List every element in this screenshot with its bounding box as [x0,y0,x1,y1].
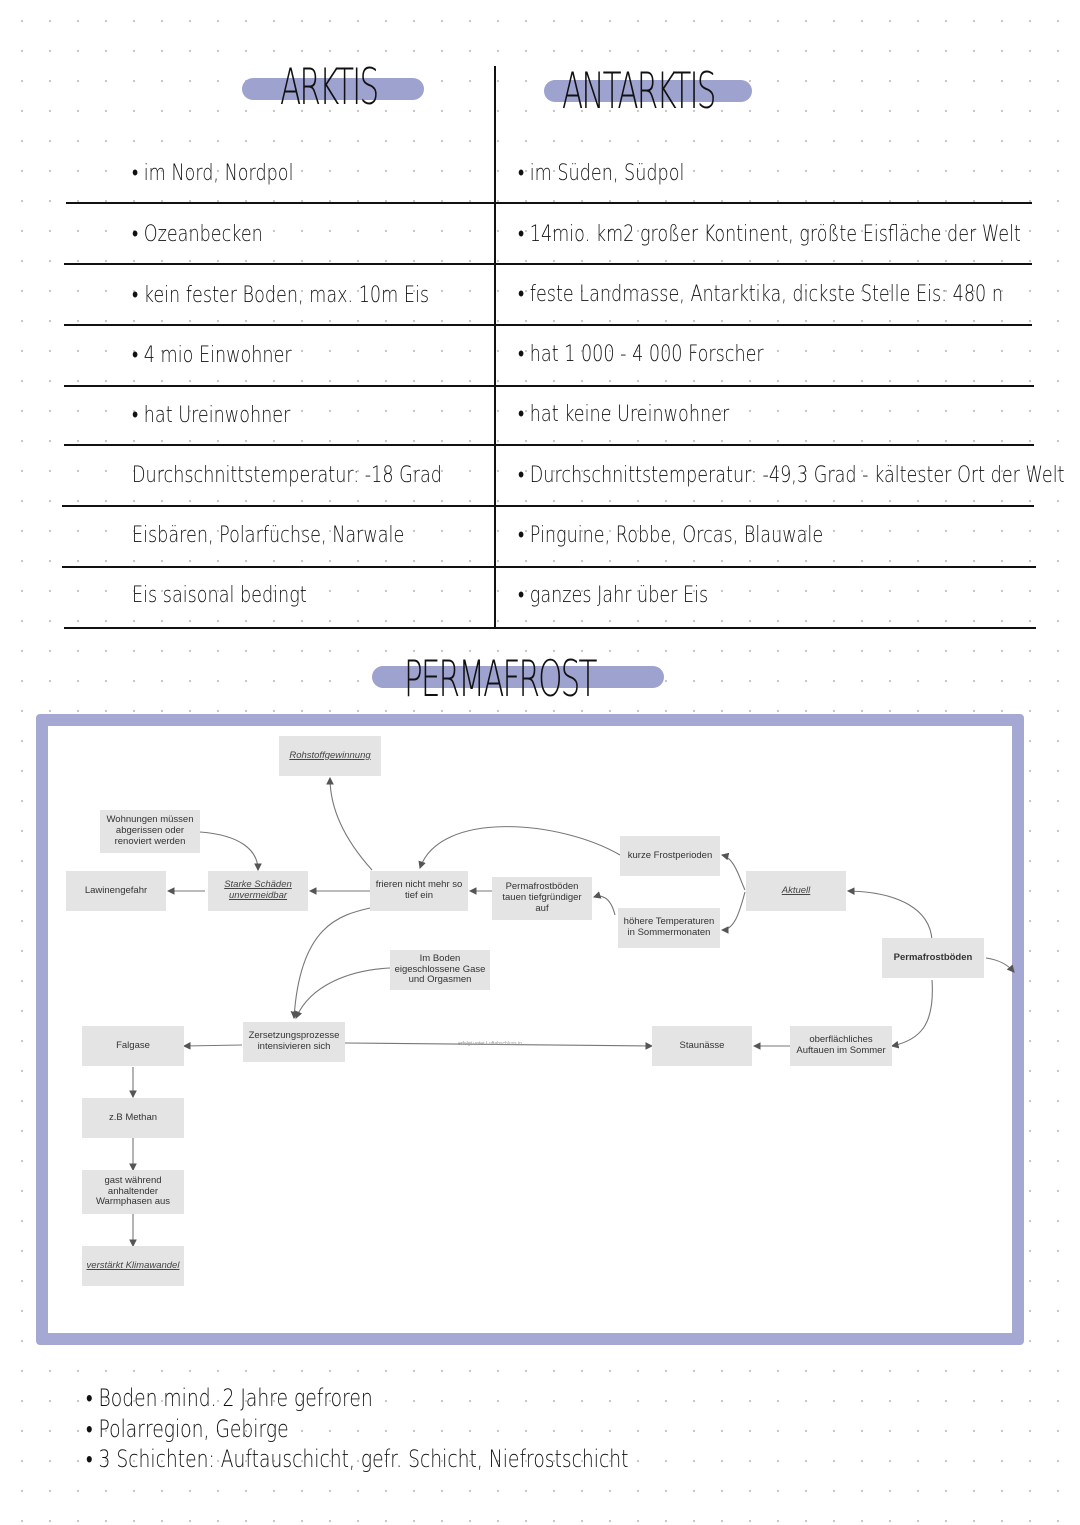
node-falgase: Falgase [82,1026,184,1066]
node-gase: Im Boden eigeschlossene Gase und Orgasmen [390,950,490,990]
node-starke-schaeden: Starke Schäden unvermeidbar [208,871,308,911]
heading-permafrost: PERMAFROST [404,650,596,708]
table-cell-right: • Durchschnittstemperatur: -49,3 Grad - kältester Ort der Welt [518,463,1065,488]
table-cell-right: • feste Landmasse, Antarktika, dickste Stelle Eis: 480 n [518,282,1004,307]
node-wohnungen: Wohnungen müssen abgerissen oder renoviert werden [100,810,200,853]
node-oberflaechliches-auftauen: oberflächliches Auftauen im Sommer [790,1026,892,1066]
table-cell-left: Eis saisonal bedingt [132,583,307,608]
table-cell-right: • hat keine Ureinwohner [518,402,730,427]
table-cell-left: • Ozeanbecken [132,222,263,247]
table-cell-left: • 4 mio Einwohner [132,343,292,368]
note-item: • Polarregion, Gebirge [86,1415,289,1443]
node-rohstoffgewinnung: Rohstoffgewinnung [279,736,381,776]
table-cell-right: • hat 1 000 - 4 000 Forscher [518,342,764,367]
note-item: • 3 Schichten: Auftauschicht, gefr. Schicht, Niefrostschicht [86,1445,629,1473]
table-cell-right: • ganzes Jahr über Eis [518,583,709,608]
node-klimawandel: verstärkt Klimawandel [82,1246,184,1286]
node-gast-aus: gast während anhaltender Warmphasen aus [82,1170,184,1214]
table-cell-left: • hat Ureinwohner [132,403,291,428]
node-aktuell: Aktuell [746,871,846,911]
heading-antarktis: ANTARKTIS [562,62,715,120]
node-frieren: frieren nicht mehr so tief ein [370,871,468,911]
node-methan: z.B Methan [82,1098,184,1138]
table-cell-left: Eisbären, Polarfüchse, Narwale [132,523,405,548]
table-cell-left: Durchschnittstemperatur: -18 Grad [132,463,442,488]
table-cell-right: • 14mio. km2 großer Kontinent, größte Eisfläche der Welt [518,222,1021,247]
table-cell-right: • Pinguine, Robbe, Orcas, Blauwale [518,523,824,548]
node-zersetzungsprozesse: Zersetzungsprozesse intensivieren sich [243,1022,345,1062]
node-kurze-frostperioden: kurze Frostperioden [620,836,720,876]
node-lawinengefahr: Lawinengefahr [66,871,166,911]
table-cell-right: • im Süden, Südpol [518,161,685,186]
table-cell-left: • im Nord, Nordpol [132,161,294,186]
note-item: • Boden mind. 2 Jahre gefroren [86,1384,373,1412]
node-hoehere-temperaturen: höhere Temperaturen in Sommermonaten [618,908,720,948]
edge-label: erfolgt unter Luftabschluss in [458,1041,522,1047]
node-permafrostboeden: Permafrostböden [882,938,984,978]
node-staunaesse: Staunässe [652,1026,752,1066]
node-tauen: Permafrostböden tauen tiefgründiger auf [492,877,592,920]
heading-arktis: ARKTIS [280,58,378,116]
table-cell-left: • kein fester Boden, max. 10m Eis [132,283,430,308]
